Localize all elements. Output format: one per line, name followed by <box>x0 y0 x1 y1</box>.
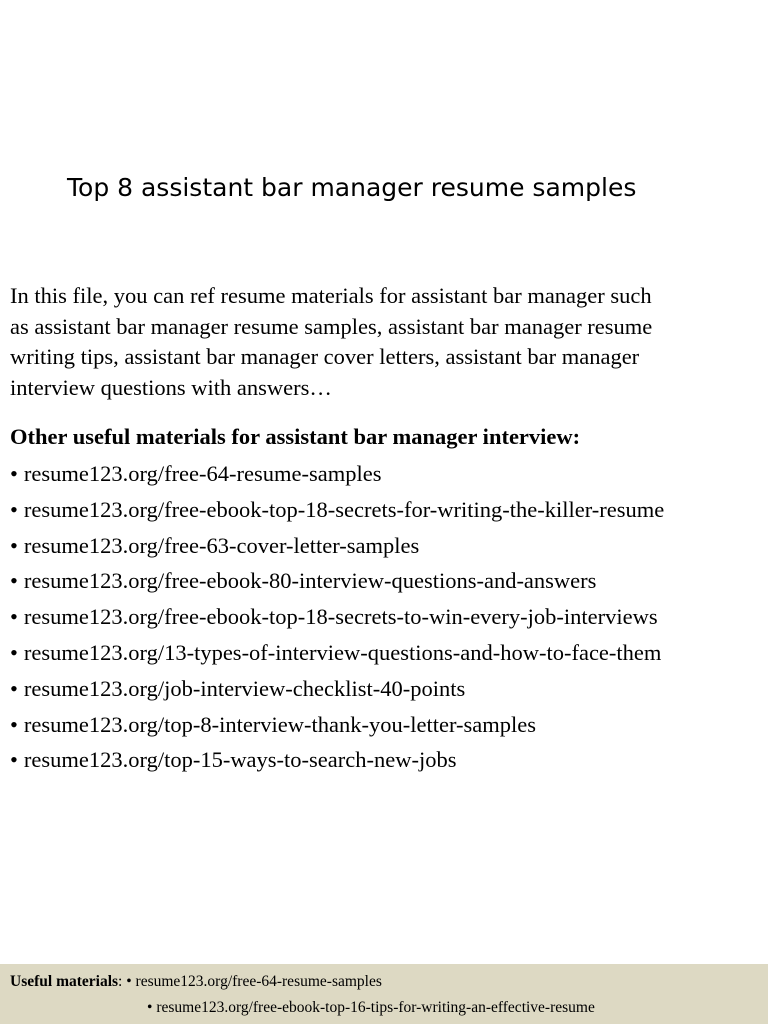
list-item <box>10 456 766 492</box>
list-item <box>10 563 766 599</box>
resource-link[interactable]: resume123.org/free-64-resume-samples <box>23 461 382 486</box>
resource-link[interactable]: resume123.org/free-ebook-top-18-secrets-to-win-every-job-interviews <box>23 604 658 630</box>
resource-link[interactable]: resume123.org/free-ebook-80-interview-questions-and-answers <box>23 568 597 594</box>
page-title: Top 8 assistant bar manager resume samples <box>67 173 637 202</box>
footer-row <box>147 997 595 1019</box>
bullet-icon: • <box>147 999 153 1016</box>
resource-link[interactable]: resume123.org/top-8-interview-thank-you-letter-samples <box>23 711 536 737</box>
bullet-icon: • <box>10 675 18 701</box>
list-item <box>10 742 766 778</box>
bullet-icon: • <box>10 496 18 522</box>
resource-link[interactable]: resume123.org/13-types-of-interview-questions-and-how-to-face-them <box>23 639 662 665</box>
resource-link[interactable]: resume123.org/free-ebook-top-18-secrets-for-writing-the-killer-resume <box>23 496 665 522</box>
list-item <box>10 635 766 671</box>
intro-paragraph <box>10 281 758 403</box>
list-item <box>10 599 766 635</box>
footer-row <box>10 971 382 993</box>
bullet-icon: • <box>10 639 18 665</box>
intro-line: as assistant bar manager resume samples, assistant bar manager resume <box>10 313 653 339</box>
resource-link[interactable]: resume123.org/free-63-cover-letter-samples <box>23 532 420 558</box>
bullet-icon: • <box>10 568 18 594</box>
footer-label: Useful materials <box>10 973 119 990</box>
list-item <box>10 671 766 707</box>
materials-heading: Other useful materials for assistant bar manager interview: <box>10 424 581 449</box>
bullet-icon: • <box>10 747 18 773</box>
intro-line: interview questions with answers… <box>10 374 332 400</box>
bullet-icon: • <box>126 973 132 990</box>
bullet-icon: • <box>10 461 18 486</box>
intro-line: In this file, you can ref resume materials for assistant bar manager such <box>10 283 652 308</box>
list-item <box>10 528 766 564</box>
resource-link[interactable]: resume123.org/top-15-ways-to-search-new-jobs <box>23 747 457 773</box>
footer-separator: : <box>118 973 127 990</box>
bullet-icon: • <box>10 604 18 630</box>
list-item <box>10 492 766 528</box>
footer-link[interactable]: resume123.org/free-ebook-top-16-tips-for-writing-an-effective-resume <box>156 999 595 1016</box>
bullet-icon: • <box>10 532 18 558</box>
intro-line: writing tips, assistant bar manager cover letters, assistant bar manager <box>10 344 640 369</box>
list-item <box>10 707 766 743</box>
bullet-icon: • <box>10 711 18 737</box>
footer-bar <box>0 964 768 1024</box>
footer-link[interactable]: resume123.org/free-64-resume-samples <box>135 973 382 990</box>
resource-link[interactable]: resume123.org/job-interview-checklist-40-points <box>23 675 466 701</box>
materials-link-list <box>10 456 766 778</box>
